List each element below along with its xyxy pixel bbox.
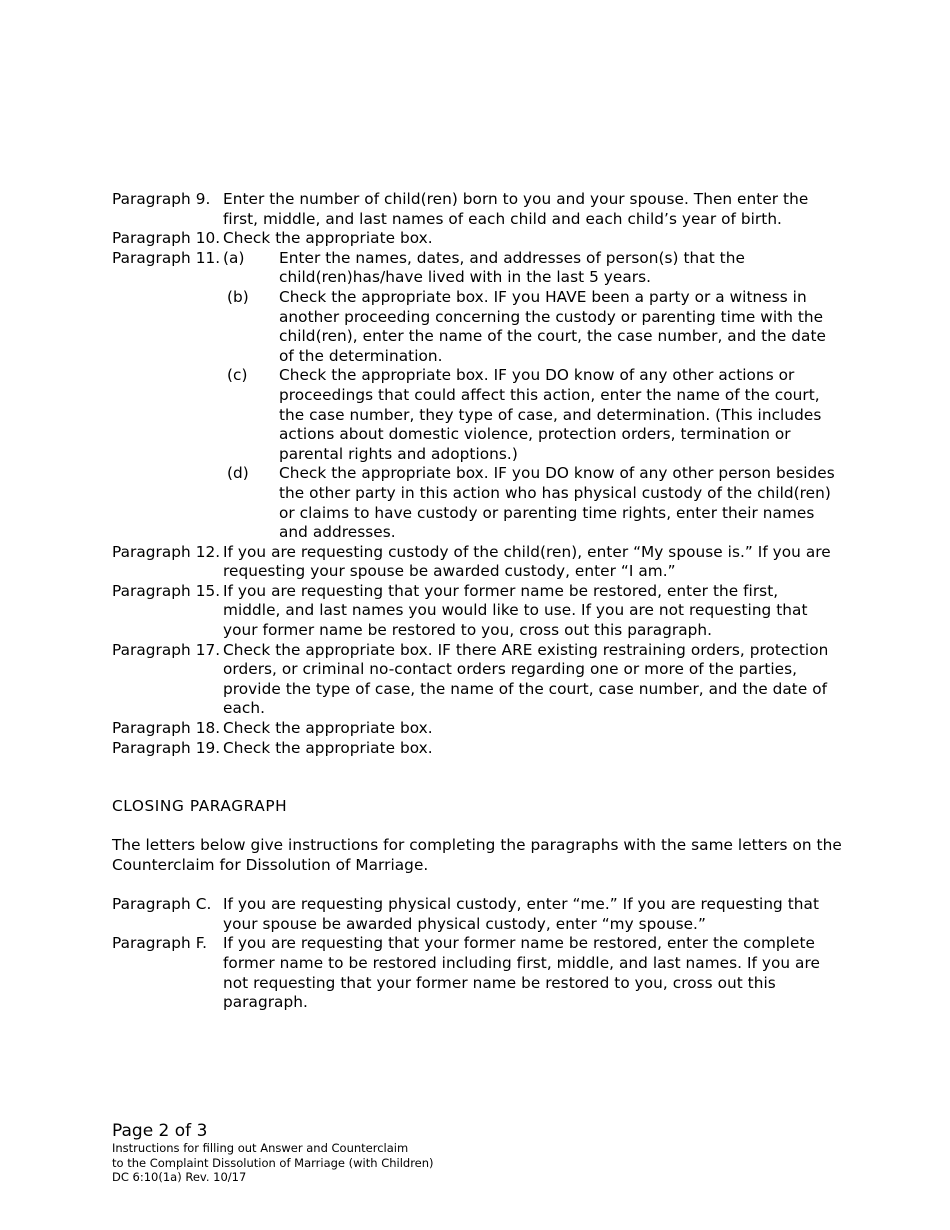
paragraph-c	[112, 895, 842, 934]
sub-item-letter: (a)	[223, 248, 245, 267]
sub-item-letter: (d)	[227, 464, 249, 483]
sub-item-text: Check the appropriate box. IF you HAVE been a party or a witness in another proceeding concerning the custody or parenting time with the child(ren), enter the name of the court, the case number, and the date of the determination.	[279, 287, 826, 365]
paragraph-f	[112, 934, 842, 1012]
paragraph-10	[112, 229, 842, 249]
paragraph-11-c	[112, 366, 842, 464]
sub-item-letter: (c)	[227, 366, 248, 385]
sub-item-text: Check the appropriate box. IF you DO know of any other actions or proceedings that could affect this action, enter the name of the court, the case number, they type of case, and determination. (This includes actions about domestic violence, protection orders, termination or parental rights and adoptions.)	[279, 366, 822, 463]
sub-item-letter: (b)	[227, 287, 249, 306]
paragraph-18	[112, 719, 842, 739]
instructions-body	[112, 190, 842, 1013]
paragraph-label: Paragraph 10.	[112, 229, 221, 248]
closing-intro: The letters below give instructions for completing the paragraphs with the same letters on the Counterclaim for Dissolution of Marriage.	[112, 836, 842, 874]
page-footer	[112, 1121, 434, 1185]
paragraph-label: Paragraph 15.	[112, 581, 221, 600]
paragraph-label: Paragraph 19.	[112, 738, 221, 757]
paragraph-label: Paragraph C.	[112, 895, 212, 914]
paragraph-text: If you are requesting that your former name be restored, enter the first, middle, and last names you would like to use. If you are not requesting that your former name be restored to you, cross out this paragraph.	[223, 581, 808, 640]
paragraph-17	[112, 641, 842, 719]
page-number: Page 2 of 3	[112, 1121, 208, 1141]
paragraph-9	[112, 190, 842, 229]
paragraph-label: Paragraph 12.	[112, 542, 221, 561]
paragraph-label: Paragraph 18.	[112, 719, 221, 738]
closing-heading: CLOSING PARAGRAPH	[112, 797, 288, 816]
footer-line-1: Instructions for filling out Answer and Counterclaim	[112, 1141, 409, 1155]
paragraph-text: Check the appropriate box. IF there ARE existing restraining orders, protection orders, or criminal no-contact orders regarding one or more of the parties, provide the type of case, the name of the court, case number, and the date of each.	[223, 640, 829, 718]
paragraph-text: If you are requesting that your former name be restored, enter the complete former name to be restored including first, middle, and last names. If you are not requesting that your former name be restored to you, cross out this paragraph.	[223, 934, 820, 1012]
paragraph-text: If you are requesting physical custody, enter “me.” If you are requesting that your spouse be awarded physical custody, enter “my spouse.”	[223, 895, 819, 933]
paragraph-text: Check the appropriate box.	[223, 719, 433, 738]
paragraph-11-b	[112, 288, 842, 366]
paragraph-12	[112, 543, 842, 582]
footer-line-2: to the Complaint Dissolution of Marriage (with Children)	[112, 1155, 434, 1170]
paragraph-label: Paragraph 11.	[112, 248, 221, 267]
paragraph-label: Paragraph 9.	[112, 190, 211, 208]
paragraph-text: If you are requesting custody of the child(ren), enter “My spouse is.” If you are requesting your spouse be awarded custody, enter “I am.”	[223, 542, 831, 581]
paragraph-label: Paragraph 17.	[112, 640, 221, 659]
sub-item-text: Enter the names, dates, and addresses of person(s) that the child(ren)has/have lived with in the last 5 years.	[279, 248, 745, 287]
sub-item-text: Check the appropriate box. IF you DO know of any other person besides the other party in this action who has physical custody of the child(ren) or claims to have custody or parenting time rights, enter their names and addresses.	[279, 464, 835, 542]
paragraph-label: Paragraph F.	[112, 934, 208, 953]
paragraph-text: Enter the number of child(ren) born to you and your spouse. Then enter the first, middle, and last names of each child and each child’s year of birth.	[223, 190, 809, 228]
form-number: DC 6:10(1a) Rev. 10/17	[112, 1170, 247, 1184]
paragraph-11-d	[112, 464, 842, 542]
paragraph-text: Check the appropriate box.	[223, 738, 433, 757]
paragraph-text: Check the appropriate box.	[223, 229, 433, 248]
paragraph-15	[112, 582, 842, 641]
paragraph-11-a	[112, 249, 842, 288]
paragraph-19	[112, 739, 842, 759]
